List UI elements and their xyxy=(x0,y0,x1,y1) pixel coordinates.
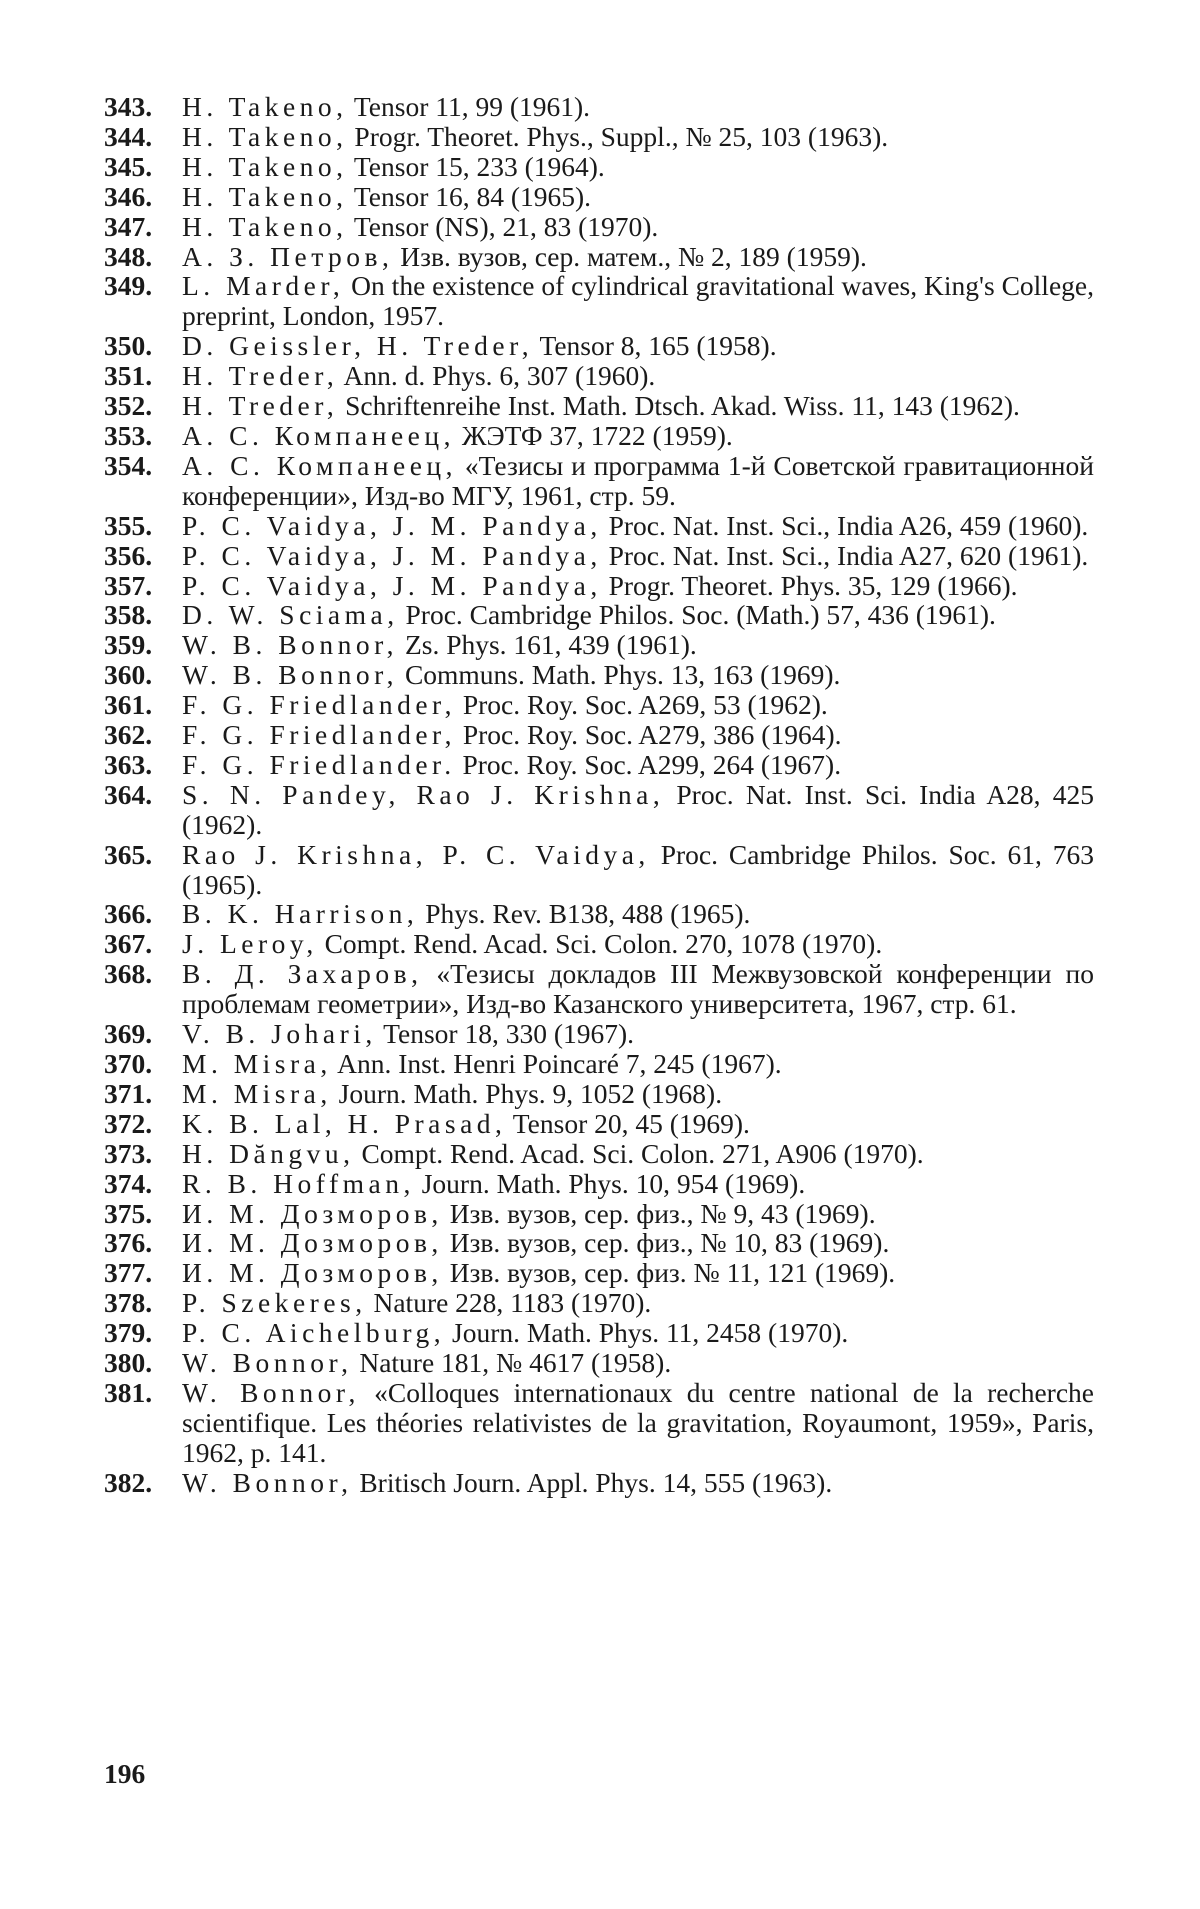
reference-author: И. М. Дозморов, xyxy=(182,1257,443,1289)
reference-citation: Изв. вузов, сер. матем., № 2, 189 (1959). xyxy=(393,240,867,272)
reference-number: 381. xyxy=(104,1376,153,1408)
reference-item xyxy=(104,361,1094,391)
reference-text xyxy=(182,1139,1094,1169)
reference-list xyxy=(104,92,1094,1498)
reference-text xyxy=(182,929,1094,959)
reference-item xyxy=(104,1228,1094,1258)
reference-item xyxy=(104,331,1094,361)
reference-text xyxy=(182,331,1094,361)
reference-citation: Proc. Roy. Soc. A269, 53 (1962). xyxy=(455,689,828,721)
reference-item xyxy=(104,1079,1094,1109)
reference-number: 359. xyxy=(104,629,153,661)
reference-text xyxy=(182,541,1094,571)
reference-text xyxy=(182,1228,1094,1258)
reference-item xyxy=(104,1199,1094,1229)
reference-author: А. С. Компанеец, xyxy=(182,449,457,481)
reference-text xyxy=(182,630,1094,660)
reference-text xyxy=(182,122,1094,152)
reference-citation: Journ. Math. Phys. 9, 1052 (1968). xyxy=(331,1077,723,1109)
reference-author: J. Leroy, xyxy=(182,928,318,960)
reference-item xyxy=(104,1468,1094,1498)
reference-number: 362. xyxy=(104,719,153,751)
reference-citation: Journ. Math. Phys. 11, 2458 (1970). xyxy=(445,1317,849,1349)
reference-text xyxy=(182,1288,1094,1318)
reference-author: H. Treder, xyxy=(182,390,339,422)
reference-text xyxy=(182,152,1094,182)
reference-text xyxy=(182,1318,1094,1348)
reference-number: 363. xyxy=(104,748,153,780)
reference-author: W. Bonnor, xyxy=(182,1466,353,1498)
reference-number: 354. xyxy=(104,449,153,481)
reference-number: 346. xyxy=(104,180,153,212)
reference-citation: ЖЭТФ 37, 1722 (1959). xyxy=(454,419,733,451)
reference-item xyxy=(104,959,1094,1019)
reference-number: 349. xyxy=(104,270,153,302)
reference-item xyxy=(104,511,1094,541)
reference-item xyxy=(104,1109,1094,1139)
reference-number: 345. xyxy=(104,150,153,182)
reference-text xyxy=(182,1378,1094,1468)
reference-citation: Ann. Inst. Henri Poincaré 7, 245 (1967). xyxy=(331,1048,782,1079)
reference-citation: Tensor 11, 99 (1961). xyxy=(347,91,591,122)
reference-author: И. М. Дозморов, xyxy=(182,1197,443,1229)
reference-number: 352. xyxy=(104,390,153,422)
reference-citation: Изв. вузов, сер. физ., № 9, 43 (1969). xyxy=(442,1197,876,1229)
reference-number: 356. xyxy=(104,539,153,571)
reference-item xyxy=(104,630,1094,660)
reference-number: 357. xyxy=(104,569,153,601)
reference-author: W. Bonnor, xyxy=(182,1347,353,1379)
reference-item xyxy=(104,271,1094,331)
reference-number: 364. xyxy=(104,778,153,810)
reference-text xyxy=(182,660,1094,690)
reference-text xyxy=(182,720,1094,750)
reference-number: 378. xyxy=(104,1287,153,1319)
reference-text xyxy=(182,242,1094,272)
reference-number: 344. xyxy=(104,120,153,152)
reference-author: И. М. Дозморов, xyxy=(182,1227,443,1259)
reference-item xyxy=(104,1019,1094,1049)
reference-author: V. B. Johari, xyxy=(182,1018,377,1050)
reference-number: 367. xyxy=(104,928,153,960)
reference-item xyxy=(104,421,1094,451)
reference-author: H. Treder, xyxy=(182,360,339,392)
reference-citation: Tensor 8, 165 (1958). xyxy=(533,330,777,362)
reference-author: D. Geissler, H. Treder, xyxy=(182,330,534,362)
reference-citation: Compt. Rend. Acad. Sci. Colon. 270, 1078 (1970). xyxy=(317,928,883,960)
reference-text xyxy=(182,571,1094,601)
reference-item xyxy=(104,1288,1094,1318)
reference-text xyxy=(182,1258,1094,1288)
reference-number: 376. xyxy=(104,1227,153,1259)
reference-author: R. B. Hoffman, xyxy=(182,1167,415,1199)
reference-citation: Nature 228, 1183 (1970). xyxy=(366,1287,652,1319)
reference-item xyxy=(104,899,1094,929)
reference-number: 351. xyxy=(104,360,153,392)
reference-text xyxy=(182,1109,1094,1139)
reference-number: 368. xyxy=(104,958,153,990)
reference-text xyxy=(182,750,1094,780)
reference-citation: Communs. Math. Phys. 13, 163 (1969). xyxy=(398,659,841,691)
reference-citation: Compt. Rend. Acad. Sci. Colon. 271, A906 (1970). xyxy=(354,1137,924,1169)
reference-author: S. N. Pandey, Rao J. Krishna, xyxy=(182,778,665,810)
reference-author: H. Dăngvu, xyxy=(182,1137,355,1169)
reference-citation: Progr. Theoret. Phys., Suppl., № 25, 103 (1963). xyxy=(347,120,889,152)
reference-number: 343. xyxy=(104,91,153,122)
reference-text xyxy=(182,1049,1094,1079)
reference-item xyxy=(104,929,1094,959)
reference-author: M. Misra, xyxy=(182,1077,332,1109)
reference-item xyxy=(104,571,1094,601)
reference-author: F. G. Friedlander, xyxy=(182,689,456,721)
reference-item xyxy=(104,182,1094,212)
reference-number: 365. xyxy=(104,838,153,870)
reference-citation: Journ. Math. Phys. 10, 954 (1969). xyxy=(414,1167,806,1199)
reference-number: 379. xyxy=(104,1317,153,1349)
reference-item xyxy=(104,541,1094,571)
reference-author: P. C. Vaidya, J. M. Pandya, xyxy=(182,569,602,601)
reference-author: P. C. Vaidya, J. M. Pandya, xyxy=(182,539,602,571)
reference-item xyxy=(104,1318,1094,1348)
reference-number: 372. xyxy=(104,1107,153,1139)
reference-item xyxy=(104,750,1094,780)
reference-number: 377. xyxy=(104,1257,153,1289)
reference-author: K. B. Lal, H. Prasad, xyxy=(182,1107,507,1139)
reference-citation: Proc. Roy. Soc. A279, 386 (1964). xyxy=(455,719,842,751)
reference-text xyxy=(182,1019,1094,1049)
reference-text xyxy=(182,391,1094,421)
reference-author: H. Takeno, xyxy=(182,150,348,182)
reference-citation: Proc. Cambridge Philos. Soc. 61, 763 (1965). xyxy=(182,838,1094,900)
reference-text xyxy=(182,899,1094,929)
reference-citation: Tensor (NS), 21, 83 (1970). xyxy=(347,210,659,242)
reference-number: 355. xyxy=(104,509,153,541)
reference-citation: Proc. Roy. Soc. A299, 264 (1967). xyxy=(455,748,842,780)
reference-number: 358. xyxy=(104,599,153,631)
reference-item xyxy=(104,1378,1094,1468)
reference-author: D. W. Sciama, xyxy=(182,599,399,631)
reference-item xyxy=(104,720,1094,750)
reference-item xyxy=(104,600,1094,630)
reference-text xyxy=(182,182,1094,212)
reference-author: Rao J. Krishna, P. C. Vaidya, xyxy=(182,838,650,870)
reference-citation: Phys. Rev. B138, 488 (1965). xyxy=(418,898,751,930)
reference-citation: Tensor 16, 84 (1965). xyxy=(347,180,592,212)
reference-text xyxy=(182,511,1094,541)
reference-text xyxy=(182,600,1094,630)
reference-citation: Zs. Phys. 161, 439 (1961). xyxy=(398,629,697,661)
reference-number: 370. xyxy=(104,1048,153,1079)
reference-citation: Tensor 20, 45 (1969). xyxy=(506,1107,750,1139)
reference-item xyxy=(104,1258,1094,1288)
reference-item xyxy=(104,451,1094,511)
reference-item xyxy=(104,1169,1094,1199)
reference-author: А. З. Петров, xyxy=(182,240,394,272)
reference-citation: Изв. вузов, сер. физ., № 10, 83 (1969). xyxy=(442,1227,890,1259)
reference-item xyxy=(104,92,1094,122)
reference-citation: «Тезисы докладов III Межвузовской конференции по проблемам геометрии», Изд-во Казанского университета, 1967, стр. 61. xyxy=(182,958,1094,1020)
reference-author: В. Д. Захаров, xyxy=(182,958,423,990)
reference-item xyxy=(104,1139,1094,1169)
reference-item xyxy=(104,1348,1094,1378)
reference-author: B. K. Harrison, xyxy=(182,898,419,930)
reference-number: 348. xyxy=(104,240,153,272)
reference-author: P. Szekeres, xyxy=(182,1287,367,1319)
reference-text xyxy=(182,361,1094,391)
reference-number: 361. xyxy=(104,689,153,721)
reference-text xyxy=(182,271,1094,331)
reference-item xyxy=(104,391,1094,421)
reference-text xyxy=(182,840,1094,900)
reference-text xyxy=(182,451,1094,511)
reference-text xyxy=(182,1169,1094,1199)
reference-text xyxy=(182,1079,1094,1109)
reference-number: 360. xyxy=(104,659,153,691)
reference-citation: «Тезисы и программа 1-й Советской гравитационной конференции», Изд-во МГУ, 1961, стр. 59. xyxy=(182,449,1094,511)
reference-item xyxy=(104,122,1094,152)
reference-author: F. G. Friedlander. xyxy=(182,748,456,780)
reference-text xyxy=(182,1199,1094,1229)
reference-number: 371. xyxy=(104,1077,153,1109)
reference-text xyxy=(182,1468,1094,1498)
reference-number: 380. xyxy=(104,1347,153,1379)
reference-number: 347. xyxy=(104,210,153,242)
reference-author: P. C. Aichelburg, xyxy=(182,1317,446,1349)
reference-text xyxy=(182,1348,1094,1378)
reference-text xyxy=(182,690,1094,720)
reference-author: W. B. Bonnor, xyxy=(182,629,399,661)
reference-text xyxy=(182,421,1094,451)
reference-number: 375. xyxy=(104,1197,153,1229)
reference-author: H. Takeno, xyxy=(182,91,348,122)
reference-citation: «Colloques internationaux du centre national de la recherche scientifique. Les théories relativistes de la gravitation, Royaumont, 1959», Paris, 1962, p. 141. xyxy=(182,1376,1094,1468)
reference-author: P. C. Vaidya, J. M. Pandya, xyxy=(182,509,602,541)
reference-text xyxy=(182,780,1094,840)
reference-author: F. G. Friedlander, xyxy=(182,719,456,751)
page-number: 196 xyxy=(104,1758,146,1789)
reference-citation: Proc. Cambridge Philos. Soc. (Math.) 57, 436 (1961). xyxy=(398,599,996,631)
reference-item xyxy=(104,1049,1094,1079)
reference-citation: Ann. d. Phys. 6, 307 (1960). xyxy=(338,360,656,392)
reference-number: 366. xyxy=(104,898,153,930)
reference-citation: Nature 181, № 4617 (1958). xyxy=(352,1347,672,1379)
reference-author: W. B. Bonnor, xyxy=(182,659,399,691)
reference-citation: Schriftenreihe Inst. Math. Dtsch. Akad. Wiss. 11, 143 (1962). xyxy=(338,390,1020,422)
reference-author: M. Misra, xyxy=(182,1048,332,1079)
reference-author: L. Marder, xyxy=(182,270,345,302)
reference-citation: On the existence of cylindrical gravitational waves, King's College, preprint, London, 1957. xyxy=(182,270,1094,332)
reference-text xyxy=(182,92,1094,122)
reference-citation: Britisch Journ. Appl. Phys. 14, 555 (1963). xyxy=(352,1466,833,1498)
reference-citation: Proc. Nat. Inst. Sci., India A26, 459 (1960). xyxy=(601,509,1089,541)
reference-item xyxy=(104,690,1094,720)
reference-item xyxy=(104,152,1094,182)
reference-author: W. Bonnor, xyxy=(182,1376,360,1408)
reference-item xyxy=(104,212,1094,242)
reference-text xyxy=(182,959,1094,1019)
reference-citation: Tensor 15, 233 (1964). xyxy=(347,150,605,182)
reference-number: 373. xyxy=(104,1137,153,1169)
reference-number: 374. xyxy=(104,1167,153,1199)
reference-citation: Tensor 18, 330 (1967). xyxy=(376,1018,635,1050)
reference-citation: Progr. Theoret. Phys. 35, 129 (1966). xyxy=(601,569,1018,601)
reference-author: H. Takeno, xyxy=(182,210,348,242)
reference-citation: Proc. Nat. Inst. Sci., India A27, 620 (1961). xyxy=(601,539,1089,571)
reference-item xyxy=(104,660,1094,690)
reference-number: 350. xyxy=(104,330,153,362)
reference-number: 353. xyxy=(104,419,153,451)
reference-item xyxy=(104,242,1094,272)
reference-author: H. Takeno, xyxy=(182,120,348,152)
reference-item xyxy=(104,840,1094,900)
reference-author: А. С. Компанеец, xyxy=(182,419,455,451)
reference-author: H. Takeno, xyxy=(182,180,348,212)
reference-number: 382. xyxy=(104,1466,153,1498)
reference-citation: Изв. вузов, сер. физ. № 11, 121 (1969). xyxy=(442,1257,896,1289)
reference-item xyxy=(104,780,1094,840)
reference-number: 369. xyxy=(104,1018,153,1050)
reference-citation: Proc. Nat. Inst. Sci. India A28, 425 (1962). xyxy=(182,778,1094,840)
reference-text xyxy=(182,212,1094,242)
